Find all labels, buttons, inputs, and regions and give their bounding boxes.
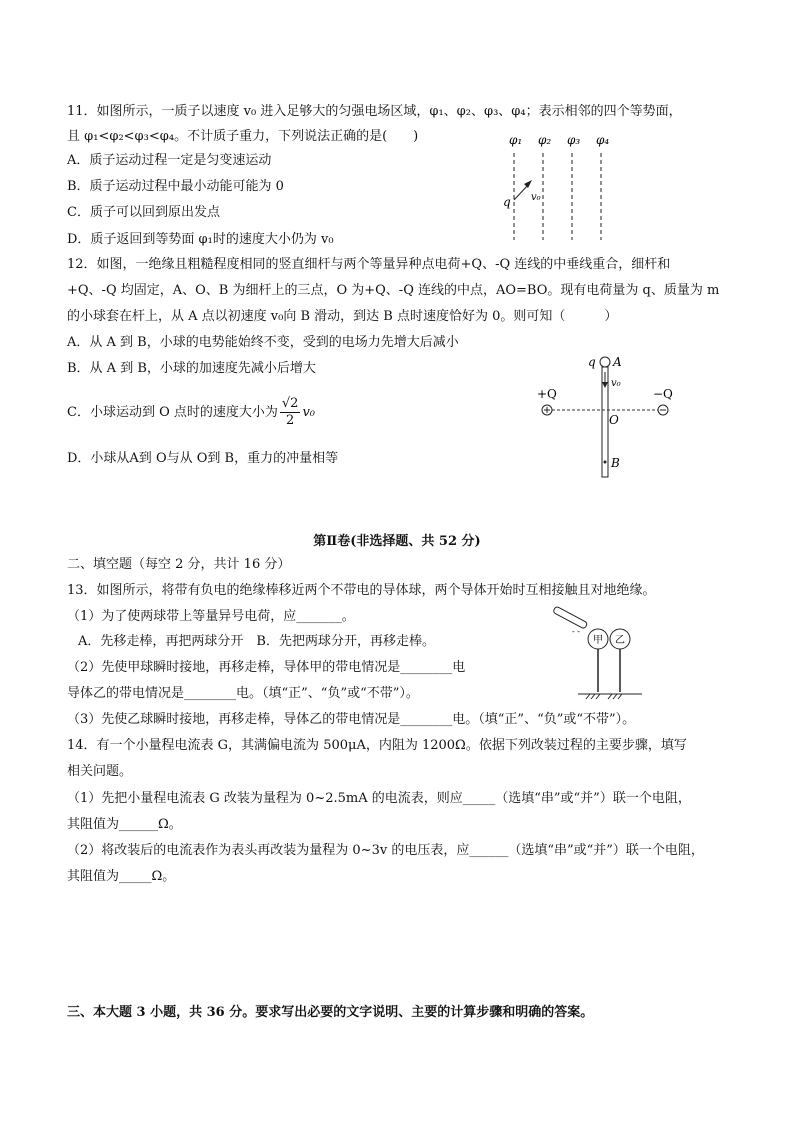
charge-label: q xyxy=(503,195,511,209)
q14-part1-line1: （1）先把小量程电流表 G 改装为量程为 0~2.5mA 的电流表，则应_____（选填“串”或“并”）联一个电阻， xyxy=(67,791,691,806)
q13-part1-options: A．先移走棒，再把两球分开 B．先把两球分开，再移走棒。 xyxy=(78,634,435,649)
q12-stem-line3: 的小球套在杆上，从 A 点以初速度 v₀向 B 滑动，到达 B 点时速度恰好为 0。则可知（ ） xyxy=(67,309,618,324)
a-label: A xyxy=(613,355,622,369)
q-label: q xyxy=(588,355,596,369)
fraction-numerator: √2 xyxy=(281,396,299,411)
q13-conductor-figure xyxy=(550,608,650,700)
q12-rod-figure xyxy=(535,350,675,480)
q14-part2-line1: （2）将改装后的电流表作为表头再改装为量程为 0~3v 的电压表，应______（选填“串”或“并”）联一个电阻， xyxy=(67,843,704,858)
o-label: O xyxy=(609,413,619,427)
q12-stem-line1: 12．如图，一绝缘且粗糙程度相同的竖直细杆与两个等量异种点电荷+Q、-Q 连线的中垂线重合，细杆和 xyxy=(67,257,671,272)
section2-title: 第Ⅱ卷(非选择题、共 52 分) xyxy=(313,534,481,549)
q13-part2-line2: 导体乙的带电情况是________电。（填“正”、“负”或“不带”）。 xyxy=(67,686,419,701)
phi2-label: φ₂ xyxy=(538,133,552,147)
q14-stem-line2: 相关问题。 xyxy=(67,764,133,779)
q13-part3: （3）先使乙球瞬时接地，再移走棒，导体乙的带电情况是________电。（填“正”、“负”或“不带”）。 xyxy=(67,712,636,727)
q11-option-c: C．质子可以回到原出发点 xyxy=(67,205,220,220)
q12-option-c-prefix: C．小球运动到 O 点时的速度大小为 xyxy=(67,405,278,420)
ball-jia-label: 甲 xyxy=(593,635,603,646)
velocity-label: v₀ xyxy=(531,192,541,203)
phi1-label: φ₁ xyxy=(509,133,523,147)
section3-title: 三、本大题 3 小题，共 36 分。要求写出必要的文字说明、主要的计算步骤和明确的答案。 xyxy=(67,1005,594,1020)
minus-q-label: −Q xyxy=(653,387,673,401)
q12-option-c-fraction xyxy=(280,396,301,429)
fraction-denominator: 2 xyxy=(286,413,295,428)
q12-option-b: B．从 A 到 B，小球的加速度先减小后增大 xyxy=(67,361,316,376)
ball-icon xyxy=(600,357,610,367)
q12-option-c xyxy=(67,395,315,431)
ball-yi-label: 乙 xyxy=(615,635,625,646)
q12-option-d: D．小球从A到 O与从 O到 B，重力的冲量相等 xyxy=(67,451,339,466)
q11-stem-line2: 且 φ₁<φ₂<φ₃<φ₄。不计质子重力，下列说法正确的是( ) xyxy=(67,129,419,144)
q11-option-b: B．质子运动过程中最小动能可能为 0 xyxy=(67,179,284,194)
charged-rod-icon xyxy=(553,606,588,629)
q11-option-a: A．质子运动过程一定是匀变速运动 xyxy=(67,153,272,168)
plus-q-label: +Q xyxy=(537,387,557,401)
q14-part1-line2: 其阻值为______Ω。 xyxy=(67,817,182,832)
q14-part2-line2: 其阻值为_____Ω。 xyxy=(67,869,176,884)
point-b-marker-icon xyxy=(604,461,607,464)
rod-charge-marks: - - xyxy=(572,627,580,636)
section2-subtitle: 二、填空题（每空 2 分，共计 16 分） xyxy=(67,557,291,572)
q11-stem-line1: 11．如图所示，一质子以速度 v₀ 进入足够大的匀强电场区域，φ₁、φ₂、φ₃、φ₄；表示相邻的四个等势面， xyxy=(67,104,682,119)
phi4-label: φ₄ xyxy=(596,133,610,147)
q11-option-d: D．质子返回到等势面 φ₁时的速度大小仍为 v₀ xyxy=(67,232,334,247)
velocity-arrowhead-icon xyxy=(524,180,532,188)
phi3-label: φ₃ xyxy=(567,133,581,147)
q13-part1: （1）为了使两球带上等量异号电荷，应_______。 xyxy=(67,609,355,624)
q12-stem-line2: +Q、-Q 均固定，A、O、B 为细杆上的三点，O 为+Q、-Q 连线的中点，AO=BO。现有电荷量为 q、质量为 m xyxy=(67,283,720,298)
ground-hatch xyxy=(586,694,622,699)
q11-equipotential-figure xyxy=(495,128,625,243)
q14-stem-line1: 14．有一个小量程电流表 G，其满偏电流为 500μA，内阻为 1200Ω。依据下列改装过程的主要步骤，填写 xyxy=(67,738,687,753)
q13-part2-line1: （2）先使甲球瞬时接地，再移走棒，导体甲的带电情况是________电 xyxy=(67,660,466,675)
q12-option-a: A．从 A 到 B，小球的电势能始终不变，受到的电场力先增大后减小 xyxy=(67,335,459,350)
q12-option-c-suffix: v₀ xyxy=(302,405,315,420)
q13-stem: 13．如图所示，将带有负电的绝缘棒移近两个不带电的导体球，两个导体开始时互相接触且对地绝缘。 xyxy=(67,583,656,598)
b-label: B xyxy=(611,456,620,470)
v-label: v₀ xyxy=(611,378,621,389)
